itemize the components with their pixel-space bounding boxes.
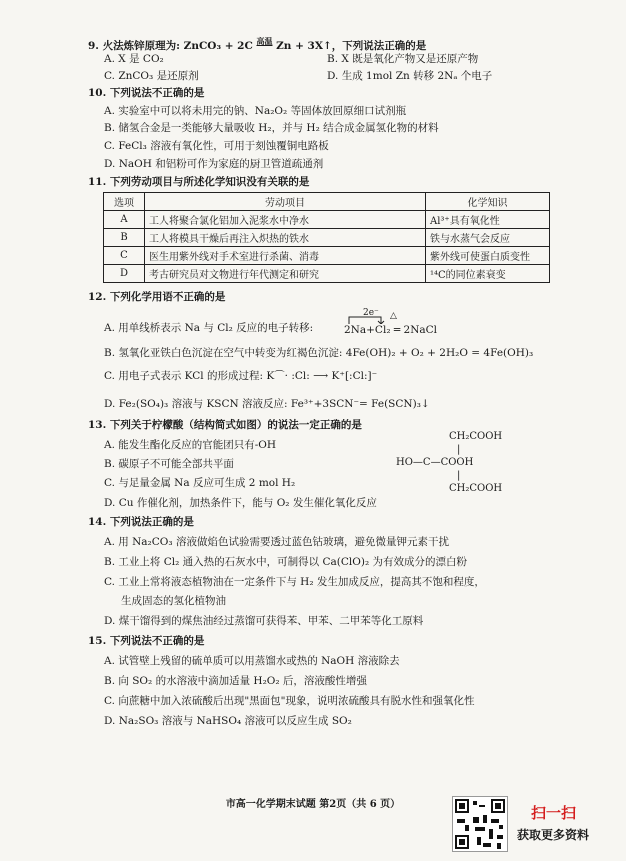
q9-option-b: B. X 既是氧化产物又是还原产物	[327, 53, 479, 65]
table-cell: B	[104, 229, 145, 247]
q12-option-d: D. Fe₂(SO₄)₃ 溶液与 KSCN 溶液反应: Fe³⁺+3SCN⁻= Fe(SCN)₃↓	[104, 398, 430, 410]
table-cell: ¹⁴C的同位素衰变	[426, 265, 550, 283]
table-header: 选项	[104, 193, 145, 211]
q12-option-a: A. 用单线桥表示 Na 与 Cl₂ 反应的电子转移:	[104, 322, 314, 334]
q15-option-d: D. Na₂SO₃ 溶液与 NaHSO₄ 溶液可以反应生成 SO₂	[104, 715, 352, 727]
q9-option-d: D. 生成 1mol Zn 转移 2Nₐ 个电子	[327, 70, 493, 82]
table-cell: C	[104, 247, 145, 265]
q13-option-d: D. Cu 作催化剂，加热条件下，能与 O₂ 发生催化氧化反应	[104, 497, 377, 509]
q10-option-d: D. NaOH 和铝粉可作为家庭的厨卫管道疏通剂	[104, 158, 324, 170]
table-cell: D	[104, 265, 145, 283]
table-row	[104, 247, 550, 265]
q13-option-b: B. 碳原子不可能全部共平面	[104, 458, 234, 470]
q12-equation-a: 2Na+Cl₂ ═ 2NaCl	[344, 324, 438, 336]
reaction-condition: 高温	[256, 36, 273, 46]
heat-condition: △	[390, 311, 397, 321]
table-cell: 铁与水蒸气会反应	[426, 229, 550, 247]
promo-subtitle: 获取更多资料	[517, 828, 590, 842]
q12-option-b: B. 氢氧化亚铁白色沉淀在空气中转变为红褐色沉淀: 4Fe(OH)₂ + O₂ + 2H₂O = 4Fe(OH)₃	[104, 347, 534, 359]
table-row	[104, 211, 550, 229]
q12-stem: 12. 下列化学用语不正确的是	[88, 291, 226, 303]
electron-transfer-label: 2e⁻	[363, 308, 379, 318]
table-cell: 考古研究员对文物进行年代测定和研究	[145, 265, 426, 283]
promo-title: 扫一扫	[531, 804, 577, 822]
q14-option-d: D. 煤干馏得到的煤焦油经过蒸馏可获得苯、甲苯、二甲苯等化工原料	[104, 615, 424, 627]
table-cell: A	[104, 211, 145, 229]
qr-code-icon	[452, 796, 508, 852]
q14-stem: 14. 下列说法正确的是	[88, 516, 194, 528]
q15-option-c: C. 向蔗糖中加入浓硫酸后出现"黑面包"现象，说明浓硫酸具有脱水性和强氧化性	[104, 695, 475, 707]
q12-option-c: C. 用电子式表示 KCl 的形成过程: K⌒· :Cl: ⟶ K⁺[:Cl:]⁻	[104, 370, 378, 382]
q10-option-a: A. 实验室中可以将未用完的钠、Na₂O₂ 等固体放回原细口试剂瓶	[104, 105, 407, 117]
table-cell: 工人将模具干燥后再注入炽热的铁水	[145, 229, 426, 247]
table-cell: Al³⁺具有氧化性	[426, 211, 550, 229]
table-cell: 医生用紫外线对手术室进行杀菌、消毒	[145, 247, 426, 265]
table-header: 劳动项目	[145, 193, 426, 211]
q10-option-b: B. 储氢合金是一类能够大量吸收 H₂，并与 H₂ 结合成金属氢化物的材料	[104, 122, 439, 134]
q13-option-a: A. 能发生酯化反应的官能团只有-OH	[104, 439, 277, 451]
table-header: 化学知识	[426, 193, 550, 211]
table-cell: 工人将聚合氯化铝加入泥浆水中净水	[145, 211, 426, 229]
q11-stem: 11. 下列劳动项目与所述化学知识没有关联的是	[88, 176, 310, 188]
page-footer: 市高一化学期末试题 第2页（共 6 页）	[225, 799, 401, 810]
citric-acid-structure: CH₂COOH | HO—C—COOH | CH₂COOH	[396, 431, 503, 494]
table-header-row	[104, 193, 550, 211]
q10-stem: 10. 下列说法不正确的是	[88, 87, 205, 99]
q9-stem: 9. 火法炼锌原理为: ZnCO₃ + 2C $^{高温}$ Zn + 3X↑，下列说法正确的是	[88, 36, 427, 52]
q13-option-c: C. 与足量金属 Na 反应可生成 2 mol H₂	[104, 477, 296, 489]
q13-stem: 13. 下列关于柠檬酸（结构简式如图）的说法一定正确的是	[88, 419, 362, 431]
q14-option-b: B. 工业上将 Cl₂ 通入热的石灰水中，可制得以 Ca(ClO)₂ 为有效成分的漂白粉	[104, 556, 468, 568]
table-row	[104, 229, 550, 247]
q15-option-b: B. 向 SO₂ 的水溶液中滴加适量 H₂O₂ 后，溶液酸性增强	[104, 675, 367, 687]
q10-option-c: C. FeCl₃ 溶液有氧化性，可用于刻蚀覆铜电路板	[104, 140, 329, 152]
q14-option-c-cont: 生成固态的氢化植物油	[121, 595, 226, 607]
structure-line-mid: HO—C—COOH	[396, 457, 474, 468]
q11-table	[103, 192, 550, 283]
q14-option-c: C. 工业上常将液态植物油在一定条件下与 H₂ 发生加成反应，提高其不饱和程度，	[104, 576, 485, 588]
q9-option-a: A. X 是 CO₂	[104, 53, 164, 65]
q14-option-a: A. 用 Na₂CO₃ 溶液做焰色试验需要透过蓝色钴玻璃，避免微量钾元素干扰	[104, 536, 449, 548]
structure-line-bottom: CH₂COOH	[449, 483, 503, 494]
table-row	[104, 265, 550, 283]
structure-line-top: CH₂COOH	[449, 431, 503, 442]
q9-option-c: C. ZnCO₃ 是还原剂	[104, 70, 199, 82]
table-cell: 紫外线可使蛋白质变性	[426, 247, 550, 265]
q15-stem: 15. 下列说法不正确的是	[88, 635, 205, 647]
q15-option-a: A. 试管壁上残留的硫单质可以用蒸馏水或热的 NaOH 溶液除去	[104, 655, 400, 667]
